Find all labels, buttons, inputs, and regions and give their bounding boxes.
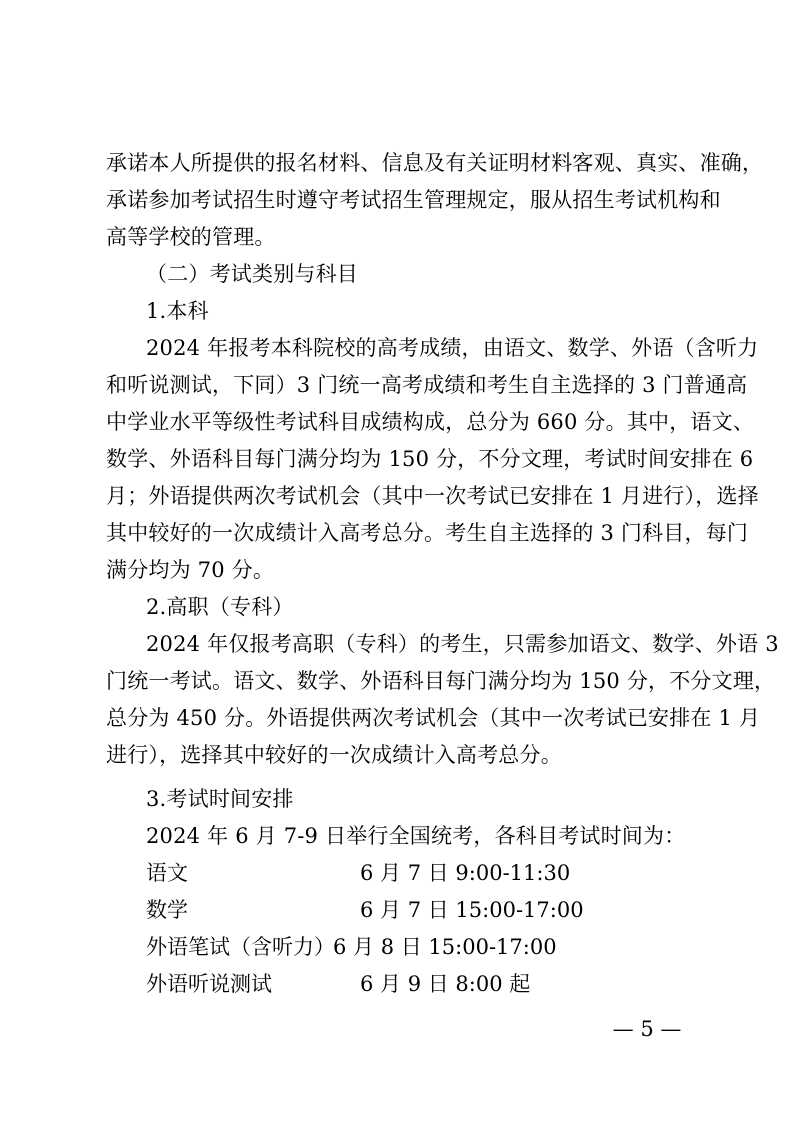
schedule-row <box>146 858 694 888</box>
schedule-row <box>146 969 694 999</box>
subsection-heading: 2.高职（专科） <box>146 595 294 619</box>
schedule-time: 6 月 8 日 15:00-17:00 <box>333 935 557 959</box>
page-number: — 5 — <box>612 1017 682 1041</box>
paragraph-line: 月；外语提供两次考试机会（其中一次考试已安排在 1 月进行），选择 <box>106 484 759 508</box>
subsection-heading: 3.考试时间安排 <box>146 787 294 811</box>
schedule-time: 6 月 9 日 8:00 起 <box>360 972 531 996</box>
paragraph-line: 2024 年仅报考高职（专科）的考生，只需参加语文、数学、外语 3 <box>146 632 779 656</box>
subsection-heading: 1.本科 <box>146 299 209 323</box>
paragraph-line: 承诺参加考试招生时遵守考试招生管理规定，服从招生考试机构和 <box>106 188 721 212</box>
paragraph-line: 2024 年报考本科院校的高考成绩，由语文、数学、外语（含听力 <box>146 336 759 360</box>
paragraph-line: 2024 年 6 月 7-9 日举行全国统考，各科目考试时间为： <box>146 824 686 848</box>
paragraph-line: 数学、外语科目每门满分均为 150 分，不分文理，考试时间安排在 6 <box>106 447 754 471</box>
paragraph-line: 其中较好的一次成绩计入高考总分。考生自主选择的 3 门科目，每门 <box>106 521 749 545</box>
paragraph-line: 和听说测试，下同）3 门统一高考成绩和考生自主选择的 3 门普通高 <box>106 373 748 397</box>
schedule-subject: 数学 <box>146 898 188 922</box>
schedule-subject: 外语听说测试 <box>146 972 272 996</box>
paragraph-line: 总分为 450 分。外语提供两次考试机会（其中一次考试已安排在 1 月 <box>106 706 761 730</box>
paragraph-line: 承诺本人所提供的报名材料、信息及有关证明材料客观、真实、准确， <box>106 151 764 175</box>
schedule-row <box>146 932 694 962</box>
schedule-row <box>146 895 694 925</box>
schedule-time: 6 月 7 日 15:00-17:00 <box>360 898 584 922</box>
schedule-time: 6 月 7 日 9:00-11:30 <box>360 861 571 885</box>
paragraph-line: 高等学校的管理。 <box>106 225 276 249</box>
paragraph-line: 门统一考试。语文、数学、外语科目每门满分均为 150 分，不分文理， <box>106 669 776 693</box>
paragraph-line: 进行），选择其中较好的一次成绩计入高考总分。 <box>106 743 562 767</box>
schedule-subject: 外语笔试（含听力） <box>146 935 335 959</box>
section-heading: （二）考试类别与科目 <box>146 262 358 286</box>
paragraph-line: 中学业水平等级性考试科目成绩构成，总分为 660 分。其中，语文、 <box>106 410 755 434</box>
paragraph-line: 满分均为 70 分。 <box>106 558 275 582</box>
schedule-subject: 语文 <box>146 861 188 885</box>
